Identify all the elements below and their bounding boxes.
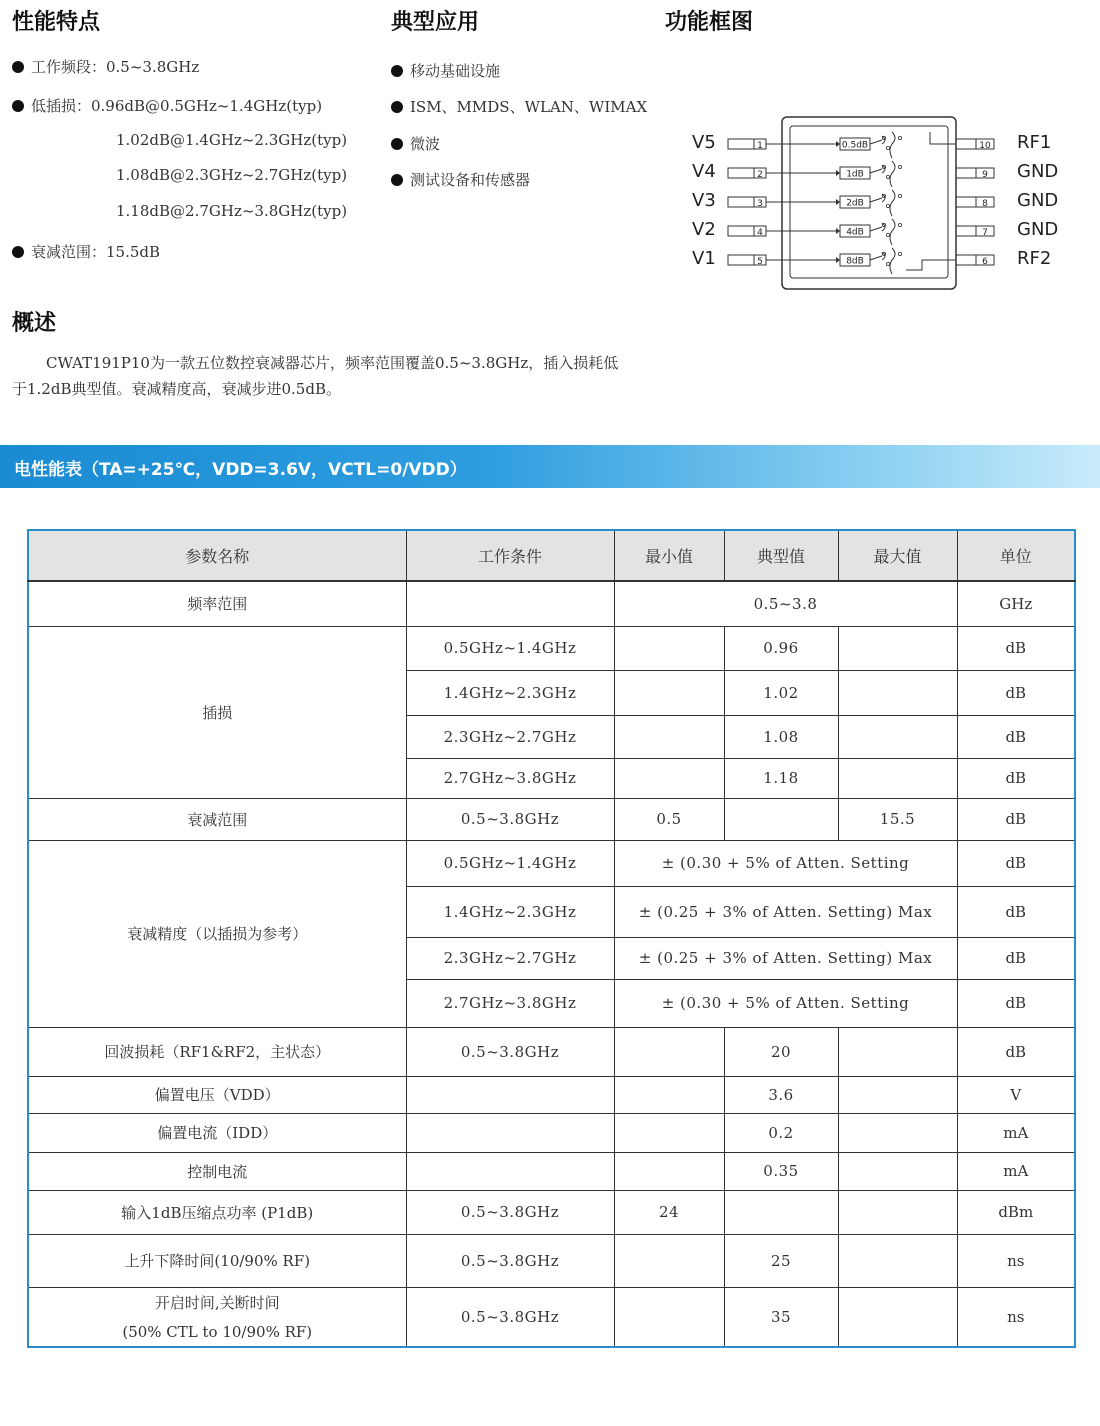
switch-icon <box>870 219 895 245</box>
table-row: 输入1dB压缩点功率 (P1dB) 0.5~3.8GHz 24 dBm <box>28 1190 1075 1234</box>
pin-label: GND <box>1017 219 1059 240</box>
feature-item: 低插损：0.96dB@0.5GHz~1.4GHz(typ) <box>12 95 322 116</box>
switch-icon <box>870 161 895 187</box>
bullet-icon <box>391 101 403 113</box>
switch-node <box>898 194 901 197</box>
pin-number: 1 <box>757 141 763 151</box>
attenuator-bit-label: 2dB <box>846 198 864 209</box>
arrow-icon <box>836 199 840 205</box>
pin-number: 6 <box>982 257 988 267</box>
table-header-row <box>28 530 1075 581</box>
table-row: 2.7GHz~3.8GHz 1.18 dB <box>28 758 1075 798</box>
arrow-icon <box>836 228 840 234</box>
pin-label: RF1 <box>1017 132 1052 153</box>
table-row: 回波损耗（RF1&RF2，主状态） 0.5~3.8GHz 20 dB <box>28 1027 1075 1076</box>
header-min: 最小值 <box>614 530 724 581</box>
feature-item: 1.08dB@2.3GHz~2.7GHz(typ) <box>116 166 348 184</box>
table-row: 1.4GHz~2.3GHz ± (0.25 + 3% of Atten. Setting) Max dB <box>28 886 1075 937</box>
feature-item: 工作频段：0.5~3.8GHz <box>12 56 199 77</box>
pin-number: 8 <box>982 199 988 209</box>
application-item: 移动基础设施 <box>391 60 500 81</box>
pin-label: GND <box>1017 190 1059 211</box>
pin-label: V4 <box>692 161 716 182</box>
feature-item: 1.18dB@2.7GHz~3.8GHz(typ) <box>116 202 348 220</box>
spec-table <box>27 529 1076 1348</box>
table-row: 开启时间,关断时间 (50% CTL to 10/90% RF) 0.5~3.8GHz 35 ns <box>28 1287 1075 1347</box>
application-item: 测试设备和传感器 <box>391 169 530 190</box>
bullet-icon <box>12 61 24 73</box>
table-row: 2.3GHz~2.7GHz ± (0.25 + 3% of Atten. Setting) Max dB <box>28 937 1075 979</box>
bullet-icon <box>12 246 24 258</box>
table-row: 2.7GHz~3.8GHz ± (0.30 + 5% of Atten. Setting dB <box>28 979 1075 1027</box>
overview-text: CWAT191P10为一款五位数控衰减器芯片，频率范围覆盖0.5~3.8GHz，插入损耗低于1.2dB典型值。衰减精度高，衰减步进0.5dB。 <box>12 354 619 398</box>
pin-label: V2 <box>692 219 716 240</box>
application-item: ISM、MMDS、WLAN、WIMAX <box>391 96 647 117</box>
pin-pad <box>956 168 994 178</box>
switch-node <box>886 175 889 178</box>
pin-number: 4 <box>757 228 763 238</box>
bullet-icon <box>391 174 403 186</box>
attenuator-bit-label: 8dB <box>846 256 864 267</box>
pin-label: V1 <box>692 248 716 269</box>
bullet-icon <box>391 65 403 77</box>
table-row: 上升下降时间(10/90% RF) 0.5~3.8GHz 25 ns <box>28 1234 1075 1287</box>
table-row: 衰减精度（以插损为参考） 0.5GHz~1.4GHz ± (0.30 + 5% of Atten. Setting dB <box>28 840 1075 886</box>
table-row: 偏置电压（VDD） 3.6 V <box>28 1076 1075 1113</box>
switch-node <box>898 223 901 226</box>
switch-icon <box>870 132 895 158</box>
pin-number: 7 <box>982 228 988 238</box>
rf1-trace <box>930 132 956 144</box>
table-row: 控制电流 0.35 mA <box>28 1152 1075 1190</box>
diagram-title: 功能框图 <box>665 10 754 35</box>
pin-label: V5 <box>692 132 716 153</box>
table-row: 偏置电流（IDD） 0.2 mA <box>28 1113 1075 1152</box>
features-title: 性能特点 <box>12 10 101 35</box>
header-max: 最大值 <box>838 530 957 581</box>
banner-title: 电性能表（TA=+25℃，VDD=3.6V，VCTL=0/VDD） <box>14 460 467 480</box>
header-param: 参数名称 <box>28 530 406 581</box>
attenuator-bit-label: 1dB <box>846 169 864 180</box>
switch-node <box>886 233 889 236</box>
table-row: 衰减范围 0.5~3.8GHz 0.5 15.5 dB <box>28 798 1075 840</box>
switch-node <box>898 165 901 168</box>
header-condition: 工作条件 <box>406 530 614 581</box>
header-typ: 典型值 <box>724 530 838 581</box>
applications-title: 典型应用 <box>391 10 480 35</box>
pin-label: GND <box>1017 161 1059 182</box>
switch-node <box>898 252 901 255</box>
attenuator-bit-label: 0.5dB <box>841 140 869 151</box>
overview-title: 概述 <box>12 311 57 336</box>
application-item: 微波 <box>391 133 440 154</box>
pin-number: 2 <box>757 170 763 180</box>
switch-icon <box>870 248 895 274</box>
feature-item: 衰减范围：15.5dB <box>12 241 160 262</box>
feature-item: 1.02dB@1.4GHz~2.3GHz(typ) <box>116 131 348 149</box>
pin-number: 9 <box>982 170 988 180</box>
switch-node <box>886 262 889 265</box>
functional-diagram <box>660 110 1100 300</box>
bullet-icon <box>391 138 403 150</box>
pin-pad <box>956 255 994 265</box>
table-row: 插损 0.5GHz~1.4GHz 0.96 dB <box>28 626 1075 670</box>
pin-label: RF2 <box>1017 248 1052 269</box>
pin-number: 5 <box>757 257 763 267</box>
pin-pad <box>956 226 994 236</box>
header-unit: 单位 <box>957 530 1075 581</box>
pin-pad <box>956 197 994 207</box>
switch-node <box>886 204 889 207</box>
arrow-icon <box>836 170 840 176</box>
arrow-icon <box>836 141 840 147</box>
switch-node <box>886 146 889 149</box>
table-row: 1.4GHz~2.3GHz 1.02 dB <box>28 670 1075 715</box>
table-row: 2.3GHz~2.7GHz 1.08 dB <box>28 715 1075 758</box>
pin-label: V3 <box>692 190 716 211</box>
section-banner <box>0 445 1100 488</box>
table-row: 频率范围 0.5~3.8 GHz <box>28 581 1075 626</box>
arrow-icon <box>836 257 840 263</box>
attenuator-bit-label: 4dB <box>846 227 864 238</box>
switch-icon <box>870 190 895 216</box>
pin-number: 3 <box>757 199 763 209</box>
switch-node <box>898 136 901 139</box>
bullet-icon <box>12 100 24 112</box>
pin-number: 10 <box>979 141 991 151</box>
